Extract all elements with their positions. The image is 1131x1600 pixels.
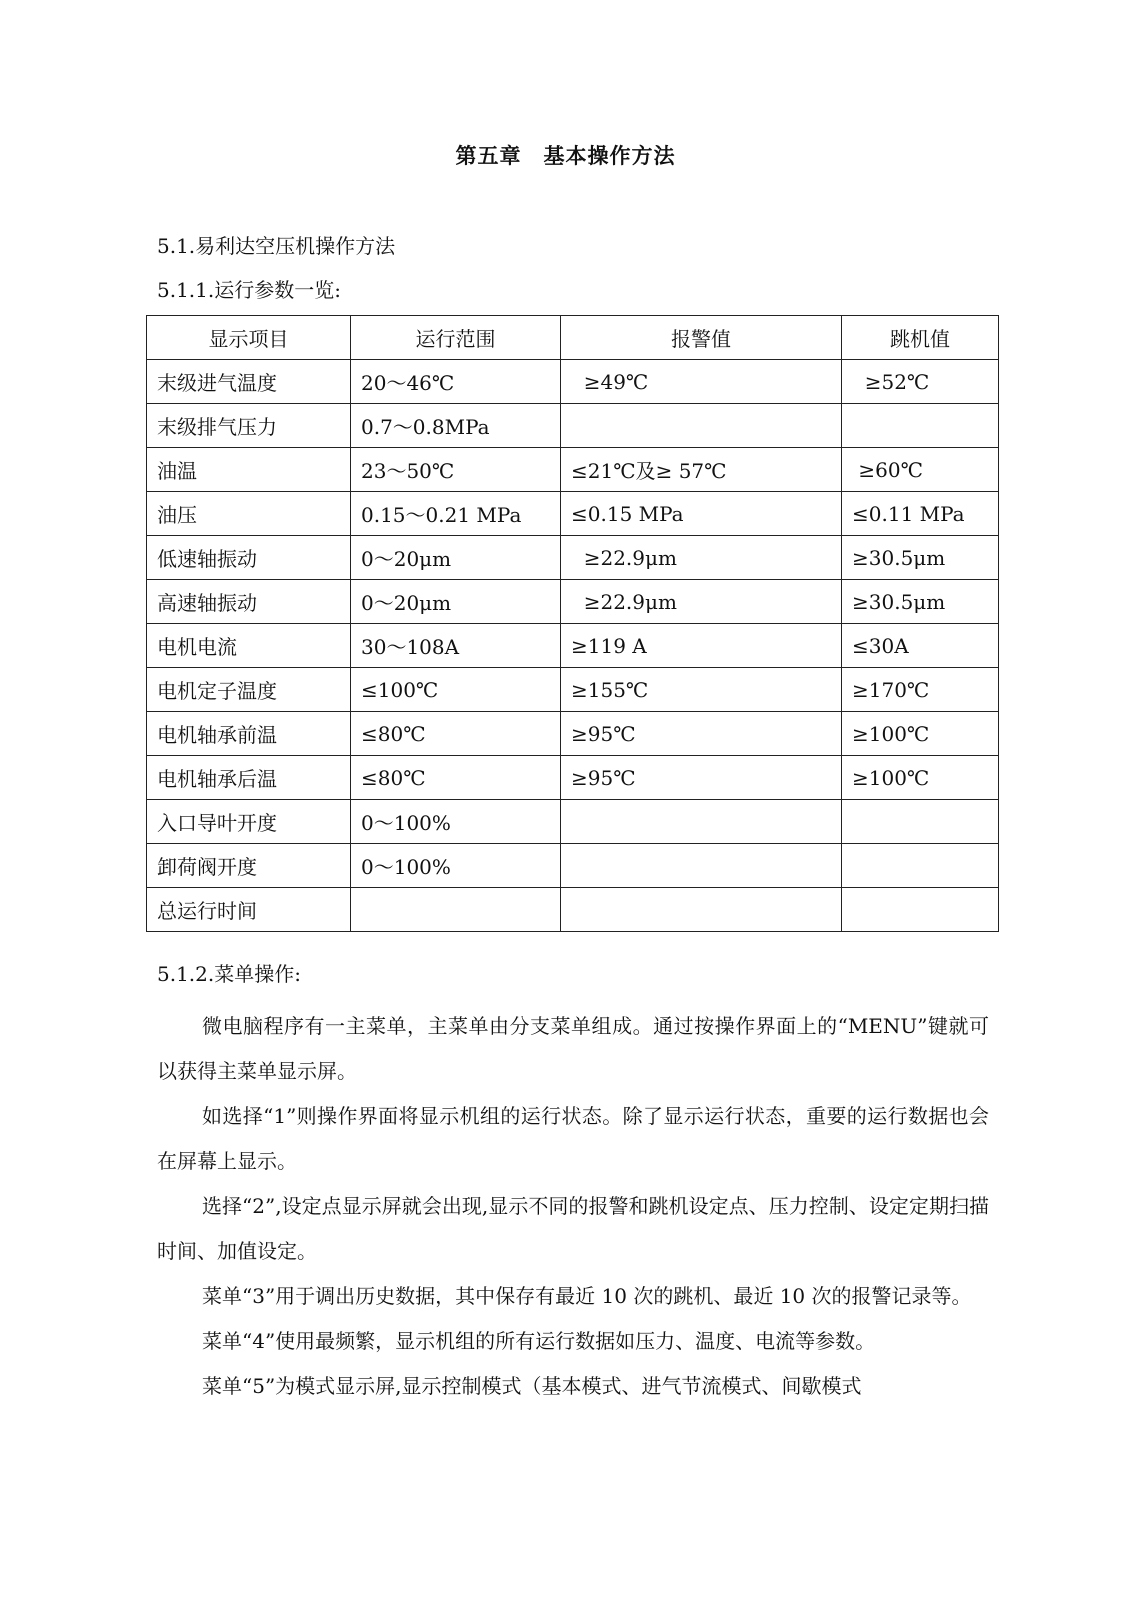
table-row bbox=[147, 800, 999, 844]
table-row bbox=[147, 492, 999, 536]
item-cell: 油温 bbox=[147, 448, 351, 492]
trip-cell bbox=[842, 800, 999, 844]
item-cell: 低速轴振动 bbox=[147, 536, 351, 580]
range-cell bbox=[351, 888, 561, 932]
trip-cell: ≤30A bbox=[842, 624, 999, 668]
alarm-cell: ≥95℃ bbox=[561, 756, 842, 800]
trip-cell: ≤0.11 MPa bbox=[842, 492, 999, 536]
range-cell: 0～100% bbox=[351, 844, 561, 888]
range-cell: 0.15～0.21 MPa bbox=[351, 492, 561, 536]
alarm-cell bbox=[561, 844, 842, 888]
item-cell: 末级排气压力 bbox=[147, 404, 351, 448]
item-cell: 电机轴承前温 bbox=[147, 712, 351, 756]
table-row bbox=[147, 844, 999, 888]
table-row bbox=[147, 624, 999, 668]
paragraph: 如选择“1”则操作界面将显示机组的运行状态。除了显示运行状态，重要的运行数据也会在屏幕上显示。 bbox=[157, 1104, 989, 1173]
header-cell: 运行范围 bbox=[351, 316, 561, 360]
item-cell: 总运行时间 bbox=[147, 888, 351, 932]
range-cell: 0～20μm bbox=[351, 536, 561, 580]
paragraph: 菜单“3”用于调出历史数据，其中保存有最近 10 次的跳机、最近 10 次的报警记录等。 bbox=[202, 1284, 972, 1308]
page-title: 第五章 基本操作方法 bbox=[455, 144, 676, 168]
trip-cell: ≥52℃ bbox=[842, 360, 999, 404]
trip-cell bbox=[842, 844, 999, 888]
alarm-cell: ≥49℃ bbox=[561, 360, 842, 404]
header-cell: 跳机值 bbox=[842, 316, 999, 360]
subsection-heading-params: 5.1.1.运行参数一览: bbox=[157, 278, 341, 302]
trip-cell: ≥30.5μm bbox=[842, 536, 999, 580]
header-cell: 报警值 bbox=[561, 316, 842, 360]
menu-description bbox=[157, 1004, 989, 1409]
table-row bbox=[147, 448, 999, 492]
alarm-cell bbox=[561, 404, 842, 448]
item-cell: 入口导叶开度 bbox=[147, 800, 351, 844]
alarm-cell: ≤21℃及≥ 57℃ bbox=[561, 448, 842, 492]
section-heading: 5.1.易利达空压机操作方法 bbox=[157, 234, 396, 258]
table-row bbox=[147, 536, 999, 580]
header-cell: 显示项目 bbox=[147, 316, 351, 360]
item-cell: 油压 bbox=[147, 492, 351, 536]
table-row bbox=[147, 360, 999, 404]
table-row bbox=[147, 712, 999, 756]
item-cell: 卸荷阀开度 bbox=[147, 844, 351, 888]
item-cell: 电机轴承后温 bbox=[147, 756, 351, 800]
range-cell: ≤100℃ bbox=[351, 668, 561, 712]
trip-cell: ≥100℃ bbox=[842, 756, 999, 800]
table-row bbox=[147, 404, 999, 448]
alarm-cell: ≤0.15 MPa bbox=[561, 492, 842, 536]
paragraph: 微电脑程序有一主菜单，主菜单由分支菜单组成。通过按操作界面上的“MENU”键就可以获得主菜单显示屏。 bbox=[157, 1014, 989, 1083]
item-cell: 高速轴振动 bbox=[147, 580, 351, 624]
alarm-cell bbox=[561, 800, 842, 844]
range-cell: 23～50℃ bbox=[351, 448, 561, 492]
trip-cell: ≥30.5μm bbox=[842, 580, 999, 624]
paragraph: 菜单“4”使用最频繁，显示机组的所有运行数据如压力、温度、电流等参数。 bbox=[202, 1329, 876, 1353]
alarm-cell bbox=[561, 888, 842, 932]
table-row bbox=[147, 668, 999, 712]
table-row bbox=[147, 756, 999, 800]
range-cell: 30～108A bbox=[351, 624, 561, 668]
item-cell: 电机定子温度 bbox=[147, 668, 351, 712]
table-header-row bbox=[147, 316, 999, 360]
item-cell: 末级进气温度 bbox=[147, 360, 351, 404]
paragraph: 选择“2”,设定点显示屏就会出现,显示不同的报警和跳机设定点、压力控制、设定定期扫描时间、加值设定。 bbox=[157, 1194, 989, 1263]
range-cell: 0.7～0.8MPa bbox=[351, 404, 561, 448]
table-row bbox=[147, 580, 999, 624]
trip-cell bbox=[842, 404, 999, 448]
range-cell: 20～46℃ bbox=[351, 360, 561, 404]
trip-cell bbox=[842, 888, 999, 932]
alarm-cell: ≥22.9μm bbox=[561, 580, 842, 624]
parameter-table bbox=[146, 315, 999, 932]
trip-cell: ≥100℃ bbox=[842, 712, 999, 756]
alarm-cell: ≥155℃ bbox=[561, 668, 842, 712]
range-cell: 0～20μm bbox=[351, 580, 561, 624]
trip-cell: ≥170℃ bbox=[842, 668, 999, 712]
trip-cell: ≥60℃ bbox=[842, 448, 999, 492]
item-cell: 电机电流 bbox=[147, 624, 351, 668]
alarm-cell: ≥95℃ bbox=[561, 712, 842, 756]
subsection-heading-menu: 5.1.2.菜单操作: bbox=[157, 962, 301, 986]
alarm-cell: ≥119 A bbox=[561, 624, 842, 668]
alarm-cell: ≥22.9μm bbox=[561, 536, 842, 580]
table-row bbox=[147, 888, 999, 932]
range-cell: 0～100% bbox=[351, 800, 561, 844]
range-cell: ≤80℃ bbox=[351, 712, 561, 756]
range-cell: ≤80℃ bbox=[351, 756, 561, 800]
paragraph: 菜单“5”为模式显示屏,显示控制模式（基本模式、进气节流模式、间歇模式 bbox=[202, 1374, 862, 1398]
